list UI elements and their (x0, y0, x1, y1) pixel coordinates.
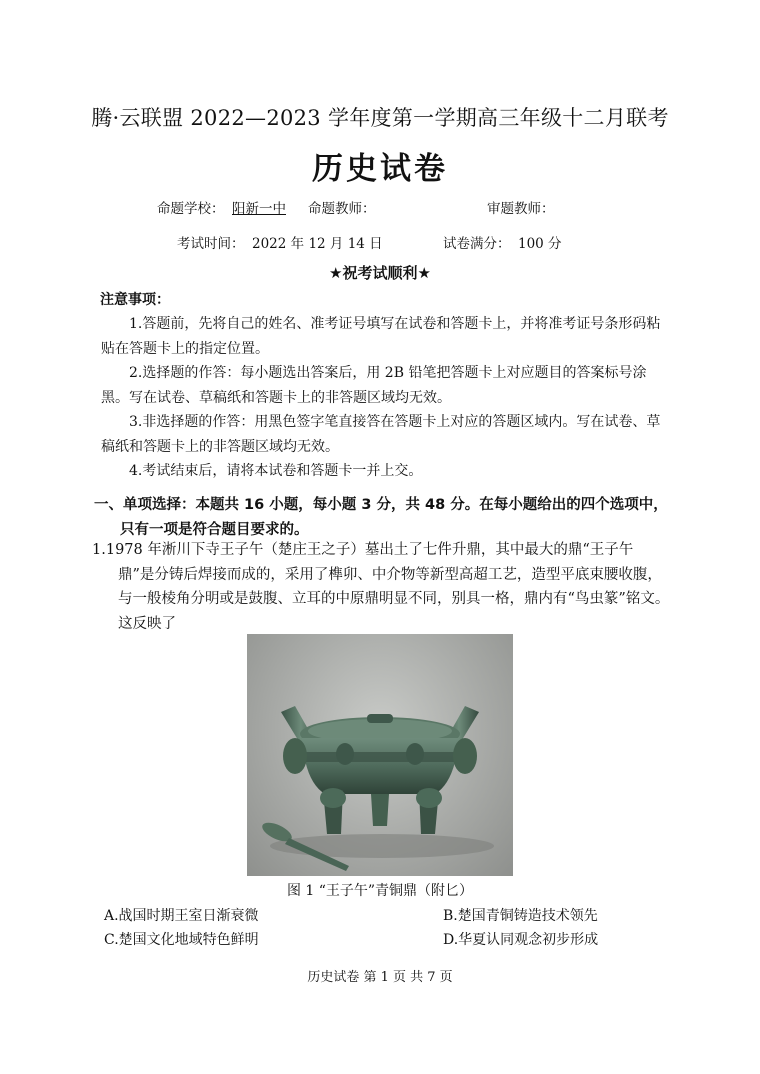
school-label: 命题学校： (157, 201, 225, 217)
section-heading-line-2: 只有一项是符合题目要求的。 (120, 522, 309, 538)
question-1-stem-rest: 鼎”是分铸后焊接而成的，采用了榫卯、中介物等新型高超工艺，造型平底束腰收腹，与一般棱角分明或是鼓腹、立耳的中原鼎明显不同，别具一格，鼎内有“鸟虫篆”铭文。这反映了 (118, 566, 670, 632)
good-luck-line: ★祝考试顺利★ (329, 264, 431, 282)
reviewer-label: 审题教师： (487, 201, 555, 217)
question-1-first-line (92, 538, 674, 563)
exam-time-label: 考试时间： (177, 236, 245, 252)
question-1-stem-line-1: 1978 年淅川下寺王子午（楚庄王之子）墓出土了七件升鼎，其中最大的鼎“王子午 (105, 542, 634, 558)
option-d[interactable]: D.华夏认同观念初步形成 (443, 932, 599, 948)
notice-item-3: 3.非选择题的作答：用黑色签字笔直接答在答题卡上对应的答题区域内。写在试卷、草稿纸和答题卡上的非答题区域均无效。 (101, 414, 661, 455)
question-1 (92, 538, 674, 636)
subject-title: 历史试卷 (312, 151, 448, 187)
option-c[interactable]: C.楚国文化地域特色鲜明 (104, 932, 259, 948)
question-1-number: 1. (92, 542, 106, 558)
exam-time-value: 2022 年 12 月 14 日 (252, 236, 383, 252)
notice-item-4: 4.考试结束后，请将本试卷和答题卡一并上交。 (129, 463, 423, 479)
option-a[interactable]: A.战国时期王室日渐衰微 (104, 908, 259, 924)
figure-caption: 图 1 “王子午”青铜鼎（附匕） (286, 883, 474, 899)
page-footer: 历史试卷 第 1 页 共 7 页 (307, 970, 453, 985)
full-score-label: 试卷满分： (443, 236, 511, 252)
section-heading-line-1: 一、单项选择：本题共 16 小题，每小题 3 分，共 48 分。在每小题给出的四个选项中， (94, 497, 668, 513)
teacher-label: 命题教师： (308, 201, 376, 217)
option-b[interactable]: B.楚国青铜铸造技术领先 (443, 908, 598, 924)
notice-heading: 注意事项： (100, 292, 170, 308)
section-heading (94, 493, 674, 543)
exam-title: 腾·云联盟 2022—2023 学年度第一学期高三年级十二月联考 (91, 106, 669, 130)
notice-item-2: 2.选择题的作答：每小题选出答案后，用 2B 铅笔把答题卡上对应题目的答案标号涂黑。写在试卷、草稿纸和答题卡上的非答题区域均无效。 (101, 365, 647, 406)
notice-item-1: 1.答题前，先将自己的姓名、准考证号填写在试卷和答题卡上，并将准考证号条形码粘贴在答题卡上的指定位置。 (101, 316, 661, 357)
full-score-value: 100 分 (518, 236, 562, 252)
school-value: 阳新一中 (232, 201, 286, 217)
bronze-ding-photo (247, 634, 513, 876)
bronze-ding-illustration (247, 634, 513, 876)
